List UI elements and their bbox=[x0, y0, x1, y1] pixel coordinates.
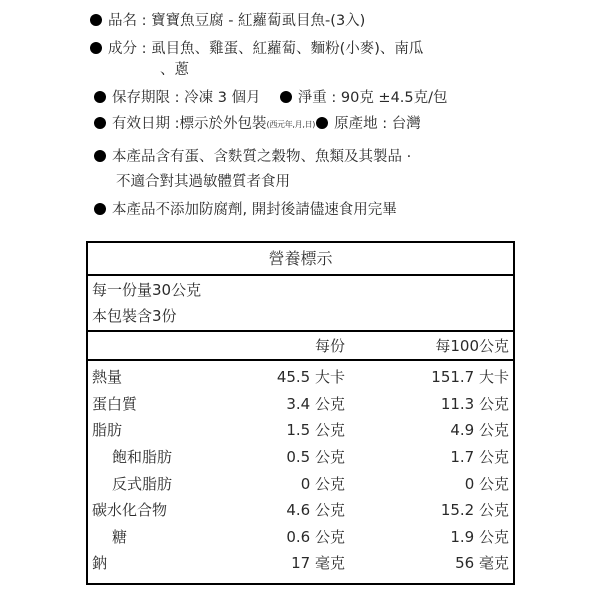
row-per-100g: 15.2 公克 bbox=[440, 501, 509, 519]
row-per-100g: 56 毫克 bbox=[455, 554, 509, 572]
product-name-line bbox=[90, 12, 365, 30]
row-per-serving: 3.4 公克 bbox=[286, 395, 345, 413]
row-per-serving: 0.5 公克 bbox=[286, 448, 345, 466]
col-header-per-100g: 每100公克 bbox=[435, 337, 509, 355]
row-per-serving: 17 毫克 bbox=[291, 554, 345, 572]
serving-size: 每一份量30公克 bbox=[92, 281, 202, 299]
allergen-line-2 bbox=[116, 173, 290, 191]
row-per-serving: 4.6 公克 bbox=[286, 501, 345, 519]
row-per-100g: 4.9 公克 bbox=[450, 421, 509, 439]
row-label: 鈉 bbox=[92, 554, 108, 572]
product-name: 品名 : 寶寶魚豆腐 - 紅蘿蔔虱目魚-(3入) bbox=[108, 13, 366, 29]
bullet-icon bbox=[280, 91, 292, 103]
bullet-icon bbox=[94, 117, 106, 129]
ingredients-line-2 bbox=[160, 61, 189, 79]
allergen: 本產品含有蛋、含麩質之穀物、魚類及其製品 · bbox=[112, 149, 412, 165]
row-per-100g: 1.9 公克 bbox=[450, 528, 509, 546]
origin: 原產地 : 台灣 bbox=[334, 116, 421, 132]
row-per-100g: 151.7 大卡 bbox=[431, 368, 509, 386]
row-per-100g: 11.3 公克 bbox=[440, 395, 509, 413]
row-label: 飽和脂肪 bbox=[112, 448, 173, 466]
row-label: 糖 bbox=[112, 528, 128, 546]
bullet-icon bbox=[94, 150, 106, 162]
row-label: 蛋白質 bbox=[92, 395, 138, 413]
divider bbox=[88, 359, 513, 361]
row-per-100g: 1.7 公克 bbox=[450, 448, 509, 466]
row-per-serving: 0 公克 bbox=[300, 475, 345, 493]
row-per-100g: 0 公克 bbox=[464, 475, 509, 493]
row-label: 反式脂肪 bbox=[112, 475, 173, 493]
row-label: 脂肪 bbox=[92, 421, 123, 439]
shelf-life-line bbox=[94, 89, 448, 107]
divider bbox=[88, 274, 513, 276]
bullet-icon bbox=[94, 91, 106, 103]
bullet-icon bbox=[90, 42, 102, 54]
allergen-cont: 不適合對其過敏體質者食用 bbox=[116, 174, 290, 190]
col-header-per-serving: 每份 bbox=[314, 337, 345, 355]
allergen-line bbox=[94, 148, 411, 166]
row-per-serving: 45.5 大卡 bbox=[276, 368, 345, 386]
preservative: 本產品不添加防腐劑, 開封後請儘速食用完畢 bbox=[112, 202, 397, 218]
row-label: 熱量 bbox=[92, 368, 123, 386]
servings-per-pack: 本包裝含3份 bbox=[92, 307, 177, 325]
bullet-icon bbox=[316, 117, 328, 129]
row-per-serving: 1.5 公克 bbox=[286, 421, 345, 439]
divider bbox=[88, 330, 513, 332]
nutrition-table bbox=[86, 241, 515, 585]
bullet-icon bbox=[90, 14, 102, 26]
bullet-icon bbox=[94, 203, 106, 215]
nutrition-title: 營養標示 bbox=[268, 249, 333, 268]
ingredients: 成分 : 虱目魚、雞蛋、紅蘿蔔、麵粉(小麥)、南瓜 bbox=[108, 41, 424, 57]
ingredients-line bbox=[90, 40, 423, 58]
shelf-life: 保存期限 : 冷凍 3 個月 bbox=[112, 90, 261, 106]
expiry-note: (西元年,月,日) bbox=[266, 120, 316, 129]
net-weight: 淨重 : 90克 ±4.5克/包 bbox=[297, 90, 448, 106]
preservative-line bbox=[94, 201, 397, 219]
row-per-serving: 0.6 公克 bbox=[286, 528, 345, 546]
ingredients-cont: 、蔥 bbox=[160, 62, 189, 78]
row-label: 碳水化合物 bbox=[92, 501, 168, 519]
expiry-line bbox=[94, 115, 421, 134]
expiry: 有效日期 :標示於外包裝 bbox=[112, 116, 267, 132]
